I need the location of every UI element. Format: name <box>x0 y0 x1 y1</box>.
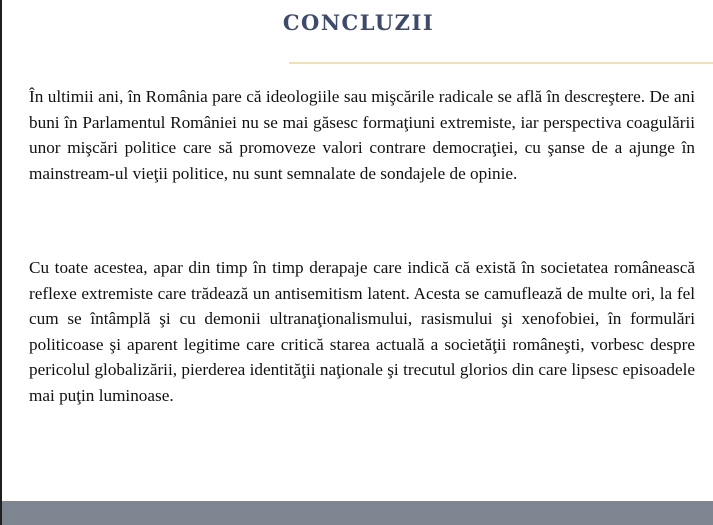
title-underline <box>289 62 713 64</box>
paragraph-1: În ultimii ani, în România pare că ideologiile sau mişcările radicale se află în descreştere. De ani buni în Parlamentul României nu se mai găsesc formaţiuni extremiste, iar perspectiva coagulării unor mişcări politice care să promoveze valori contrare democraţiei, cu şanse de a ajunge în mainstream-ul vieţii politice, nu sunt semnalate de sondajele de opinie. <box>29 87 695 183</box>
paragraph-2: Cu toate acestea, apar din timp în timp derapaje care indică că există în societatea românească reflexe extremiste care trădează un antisemitism latent. Acesta se camuflează de multe ori, la fel cum se întâmplă şi cu demonii ultranaţionalismului, rasismului şi xenofobiei, în formulări politicoase şi aparent legitime care critică starea actuală a societăţii româneşti, vorbesc despre pericolul globalizării, pierderea identităţii naţionale şi trecutul glorios din care lipsesc episoadele mai puţin luminoase. <box>29 258 695 405</box>
page-title: CONCLUZII <box>282 10 435 35</box>
footer-bar <box>2 501 713 525</box>
